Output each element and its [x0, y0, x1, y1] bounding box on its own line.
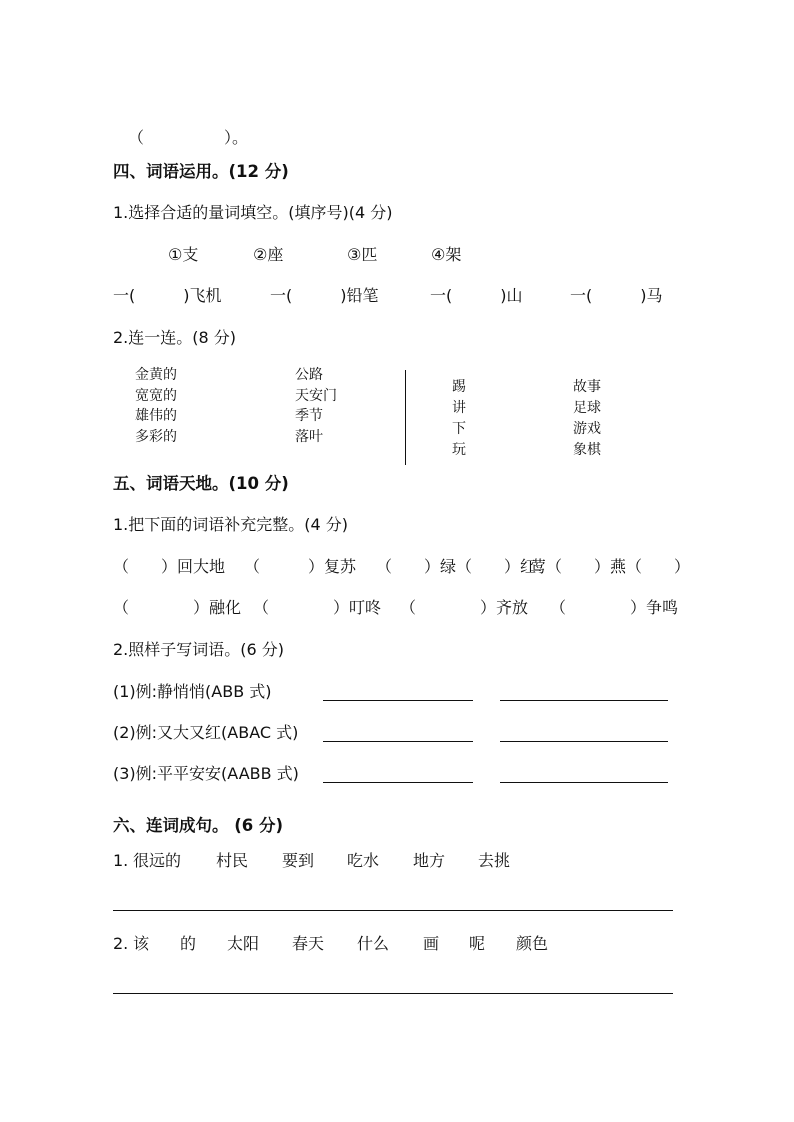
pattern-example-1: (1)例:静悄悄(ABB 式) [113, 682, 272, 701]
match-left-b-1[interactable]: 公路 [295, 367, 323, 383]
idiom-blank-3[interactable]: （ ）绿（ ）红 [376, 557, 537, 576]
match-left-a-2[interactable]: 宽宽的 [135, 388, 177, 404]
answer-line-2b[interactable] [500, 741, 668, 742]
word-card: 什么 [357, 934, 390, 953]
idiom-blank-2[interactable]: （ ）复苏 [244, 557, 357, 576]
match-right-a-4[interactable]: 玩 [452, 442, 466, 458]
word-card: 很远的 [133, 851, 182, 870]
idiom-blank-6[interactable]: （ ）叮咚 [253, 598, 382, 617]
match-left-a-3[interactable]: 雄伟的 [135, 408, 177, 424]
match-right-a-2[interactable]: 讲 [452, 400, 466, 416]
match-right-b-2[interactable]: 足球 [573, 400, 601, 416]
q4-1-prompt: 1.选择合适的量词填空。(填序号)(4 分) [113, 203, 393, 222]
idiom-blank-1[interactable]: （ ）回大地 [113, 557, 226, 576]
pattern-example-3: (3)例:平平安安(AABB 式) [113, 764, 299, 783]
word-card: 村民 [216, 851, 249, 870]
fill-blank-mountain[interactable]: 一( )山 [430, 286, 523, 305]
measure-option-3: ③匹 [347, 245, 378, 264]
word-card: 呢 [469, 934, 486, 953]
idiom-blank-4[interactable]: 莺（ ）燕（ ） [530, 557, 691, 576]
match-left-a-1[interactable]: 金黄的 [135, 367, 177, 383]
match-right-b-3[interactable]: 游戏 [573, 421, 601, 437]
word-card: 去挑 [478, 851, 511, 870]
word-card: 该 [133, 934, 150, 953]
measure-option-2: ②座 [253, 245, 284, 264]
word-card: 的 [180, 934, 197, 953]
measure-option-1: ①支 [168, 245, 199, 264]
match-right-a-3[interactable]: 下 [452, 421, 466, 437]
q5-2-prompt: 2.照样子写词语。(6 分) [113, 640, 285, 659]
idiom-blank-8[interactable]: （ ）争鸣 [550, 598, 679, 617]
match-right-a-1[interactable]: 踢 [452, 379, 466, 395]
match-left-b-2[interactable]: 天安门 [295, 388, 337, 404]
q4-2-prompt: 2.连一连。(8 分) [113, 328, 237, 347]
match-right-b-1[interactable]: 故事 [573, 379, 601, 395]
pattern-example-2: (2)例:又大又红(ABAC 式) [113, 723, 299, 742]
fill-blank-plane[interactable]: 一( )飞机 [113, 286, 222, 305]
section-6-title: 六、连词成句。 (6 分) [113, 816, 284, 835]
word-card: 太阳 [227, 934, 260, 953]
match-left-b-3[interactable]: 季节 [295, 408, 323, 424]
answer-line-3a[interactable] [323, 782, 473, 783]
measure-option-4: ④架 [431, 245, 462, 264]
match-right-b-4[interactable]: 象棋 [573, 442, 601, 458]
sentence-answer-line-2[interactable] [113, 993, 673, 994]
q6-1-number: 1. [113, 851, 129, 870]
previous-answer-blank[interactable]: （ ）。 [128, 128, 249, 147]
word-card: 画 [423, 934, 440, 953]
section-5-title: 五、词语天地。(10 分) [113, 474, 289, 493]
match-divider [405, 370, 406, 465]
word-card: 地方 [413, 851, 446, 870]
answer-line-1a[interactable] [323, 700, 473, 701]
word-card: 颜色 [516, 934, 549, 953]
fill-blank-pencil[interactable]: 一( )铅笔 [270, 286, 379, 305]
answer-line-3b[interactable] [500, 782, 668, 783]
answer-line-1b[interactable] [500, 700, 668, 701]
match-left-a-4[interactable]: 多彩的 [135, 429, 177, 445]
fill-blank-horse[interactable]: 一( )马 [570, 286, 663, 305]
answer-line-2a[interactable] [323, 741, 473, 742]
q6-2-number: 2. [113, 934, 129, 953]
q5-1-prompt: 1.把下面的词语补充完整。(4 分) [113, 515, 349, 534]
word-card: 春天 [292, 934, 325, 953]
idiom-blank-5[interactable]: （ ）融化 [113, 598, 242, 617]
idiom-blank-7[interactable]: （ ）齐放 [400, 598, 529, 617]
section-4-title: 四、词语运用。(12 分) [113, 162, 289, 181]
word-card: 吃水 [347, 851, 380, 870]
sentence-answer-line-1[interactable] [113, 910, 673, 911]
word-card: 要到 [282, 851, 315, 870]
match-left-b-4[interactable]: 落叶 [295, 429, 323, 445]
